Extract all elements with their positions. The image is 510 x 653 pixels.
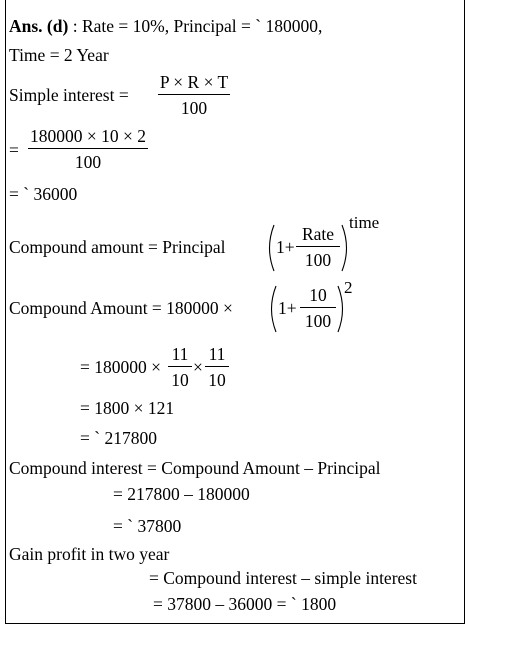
gain-profit-formula: = Compound interest – simple interest bbox=[149, 568, 417, 588]
one-plus: 1+ bbox=[278, 298, 297, 318]
times-sign: × bbox=[193, 357, 203, 377]
si-numerator: P × R × T bbox=[159, 72, 229, 92]
compound-amount-numeric: Compound Amount = 180000 × bbox=[9, 298, 233, 318]
fraction-bar bbox=[205, 366, 229, 367]
si-sub-denominator: 100 bbox=[74, 152, 102, 172]
given-values: : Rate = 10%, Principal = ` 180000, bbox=[68, 16, 323, 36]
fraction-numerator: 11 bbox=[208, 344, 226, 364]
eleven-over-ten-2 bbox=[205, 344, 229, 390]
fraction-numerator: 10 bbox=[309, 285, 327, 305]
compound-interest-formula: Compound interest = Compound Amount – Principal bbox=[9, 458, 381, 478]
fraction-bar bbox=[158, 94, 230, 95]
fraction-bar bbox=[168, 366, 192, 367]
gain-profit-result: = 37800 – 36000 = ` 1800 bbox=[153, 594, 337, 614]
left-paren bbox=[266, 285, 278, 333]
compound-interest-sub: = 217800 – 180000 bbox=[113, 484, 250, 504]
product-line-pre: = 180000 × bbox=[80, 357, 161, 377]
rate-fraction bbox=[296, 224, 340, 270]
fraction-bar bbox=[296, 246, 340, 247]
one-plus: 1+ bbox=[276, 237, 295, 257]
compound-amount-result: = ` 217800 bbox=[80, 428, 157, 448]
si-result: = ` 36000 bbox=[9, 184, 78, 204]
si-substituted-fraction bbox=[28, 126, 148, 172]
si-denominator: 100 bbox=[180, 98, 208, 118]
answer-label: Ans. (d) bbox=[9, 16, 69, 36]
rate-denominator: 100 bbox=[304, 250, 332, 270]
fraction-denominator: 10 bbox=[208, 370, 226, 390]
fraction-bar bbox=[28, 148, 148, 149]
rate-numerator: Rate bbox=[301, 224, 335, 244]
left-paren bbox=[264, 224, 276, 272]
eleven-over-ten-1 bbox=[168, 344, 192, 390]
product-step: = 1800 × 121 bbox=[80, 398, 175, 418]
si-formula-fraction bbox=[158, 72, 230, 118]
compound-interest-result: = ` 37800 bbox=[113, 516, 182, 536]
ten-over-hundred bbox=[300, 285, 336, 331]
fraction-numerator: 11 bbox=[171, 344, 189, 364]
time-line: Time = 2 Year bbox=[9, 45, 109, 65]
exponent-time: time bbox=[349, 213, 380, 232]
gain-profit-label: Gain profit in two year bbox=[9, 544, 170, 564]
compound-amount-label: Compound amount = Principal bbox=[9, 237, 226, 257]
fraction-denominator: 10 bbox=[171, 370, 189, 390]
fraction-bar bbox=[300, 307, 336, 308]
answer-line bbox=[9, 16, 322, 36]
fraction-denominator: 100 bbox=[304, 311, 332, 331]
simple-interest-label: Simple interest = bbox=[9, 85, 129, 105]
exponent-two: 2 bbox=[344, 278, 353, 297]
si-equals: = bbox=[9, 140, 19, 160]
si-sub-numerator: 180000 × 10 × 2 bbox=[30, 126, 146, 146]
